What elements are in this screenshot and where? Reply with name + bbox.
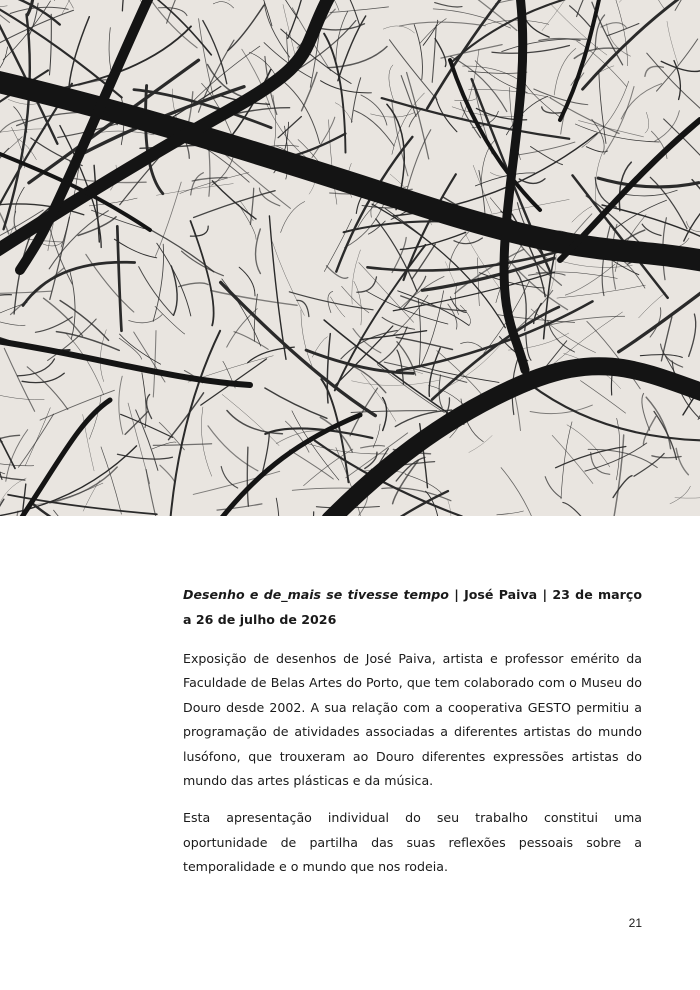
description-paragraph: Exposição de desenhos de José Paiva, artista e professor emérito da Faculdade de Belas Artes do Porto, que tem colaborado com o Museu do Douro desde 2002. A sua relação com a cooperativa GESTO permitiu a programação de atividades associadas a diferentes artistas do mundo lusófono, que trouxeram ao Douro diferentes expressões artistas do mundo das artes plásticas e da música. xyxy=(183,651,642,789)
description-paragraph: Esta apresentação individual do seu trabalho constitui uma oportunidade de partilha das suas reflexões pessoais sobre a temporalidade e o mundo que nos rodeia. xyxy=(183,810,642,875)
twig-stroke xyxy=(545,477,561,498)
twig-stroke xyxy=(652,456,681,458)
twig-stroke xyxy=(284,82,320,144)
main-branch xyxy=(504,0,525,370)
twig-stroke xyxy=(640,355,682,358)
twig-stroke xyxy=(4,348,34,411)
twig-stroke xyxy=(201,407,211,476)
twig-stroke xyxy=(228,5,264,50)
twig-stroke xyxy=(15,187,24,212)
twig-stroke xyxy=(346,0,360,26)
twig-stroke xyxy=(579,121,644,137)
twig-stroke xyxy=(530,405,592,414)
twig-stroke xyxy=(572,206,592,222)
twig-stroke xyxy=(542,107,562,113)
twig-stroke xyxy=(352,250,361,304)
twig-stroke xyxy=(448,304,457,329)
twig-stroke xyxy=(383,26,414,33)
twig-stroke xyxy=(667,21,678,65)
twig-stroke xyxy=(475,173,534,186)
twig-stroke xyxy=(625,190,677,196)
twig-stroke xyxy=(0,478,26,508)
twig-stroke xyxy=(194,191,276,218)
branch-stroke xyxy=(6,0,34,15)
main-branch xyxy=(560,120,700,260)
twig-stroke xyxy=(212,181,256,219)
twig-stroke xyxy=(608,24,639,36)
twig-stroke xyxy=(624,230,645,241)
twig-stroke xyxy=(120,334,161,364)
twig-stroke xyxy=(156,184,233,196)
twig-stroke xyxy=(119,376,123,434)
twig-stroke xyxy=(169,393,204,440)
twig-stroke xyxy=(501,468,533,516)
branch-stroke xyxy=(169,331,220,516)
twig-stroke xyxy=(653,0,665,9)
twig-stroke xyxy=(193,471,280,494)
twig-stroke xyxy=(50,14,52,75)
twig-stroke xyxy=(155,306,185,334)
twig-stroke xyxy=(171,266,177,315)
twig-stroke xyxy=(389,65,394,101)
twig-stroke xyxy=(460,305,470,325)
twig-stroke xyxy=(312,117,335,157)
branch-stroke xyxy=(583,0,700,89)
branch-stroke xyxy=(529,384,700,441)
twig-stroke xyxy=(136,410,158,471)
twig-stroke xyxy=(657,39,698,91)
twig-stroke xyxy=(69,17,89,87)
twig-stroke xyxy=(354,110,394,146)
twig-stroke xyxy=(208,426,258,471)
twig-stroke xyxy=(435,3,462,7)
twig-stroke xyxy=(122,0,139,11)
twig-stroke xyxy=(647,53,700,108)
twig-stroke xyxy=(432,26,436,83)
branch-stroke xyxy=(619,258,700,352)
exhibition-title: Desenho e de_mais se tivesse tempo xyxy=(183,587,449,602)
twig-stroke xyxy=(602,226,610,295)
twig-stroke xyxy=(329,120,337,205)
twig-stroke xyxy=(429,348,440,396)
twig-stroke xyxy=(114,239,156,258)
exhibition-heading xyxy=(183,582,642,632)
twig-stroke xyxy=(497,511,524,515)
twig-stroke xyxy=(418,299,420,366)
twig-stroke xyxy=(0,319,25,325)
twig-stroke xyxy=(403,276,426,309)
twig-stroke xyxy=(353,329,381,353)
twig-stroke xyxy=(676,448,688,474)
twig-stroke xyxy=(376,219,417,292)
twig-stroke xyxy=(238,204,256,239)
twig-stroke xyxy=(211,291,297,306)
twig-stroke xyxy=(645,66,664,76)
artist-name: José Paiva xyxy=(464,587,538,602)
twig-stroke xyxy=(217,504,262,510)
twig-stroke xyxy=(330,297,345,317)
twig-stroke xyxy=(639,293,666,318)
twig-stroke xyxy=(433,9,510,28)
twig-stroke xyxy=(371,113,415,117)
twig-stroke xyxy=(44,298,83,336)
twig-stroke xyxy=(664,119,700,184)
branch-stroke xyxy=(598,178,699,187)
twig-stroke xyxy=(613,476,632,498)
twig-stroke xyxy=(361,446,385,448)
twig-stroke xyxy=(396,337,452,349)
twig-stroke xyxy=(119,338,141,359)
exhibition-text xyxy=(183,582,642,893)
twig-stroke xyxy=(445,262,455,285)
twig-stroke xyxy=(298,512,314,516)
twig-stroke xyxy=(297,300,309,316)
twig-stroke xyxy=(146,469,166,516)
twig-stroke xyxy=(94,165,99,242)
twig-stroke xyxy=(147,395,152,419)
twig-stroke xyxy=(179,283,209,287)
twig-stroke xyxy=(0,454,34,466)
twig-stroke xyxy=(288,0,309,38)
twig-stroke xyxy=(234,332,268,350)
twig-stroke xyxy=(619,0,657,2)
twig-stroke xyxy=(670,486,690,504)
twig-stroke xyxy=(561,422,572,499)
twig-stroke xyxy=(645,112,649,133)
twig-stroke xyxy=(400,22,486,26)
twig-stroke xyxy=(264,3,289,57)
twig-stroke xyxy=(361,373,396,422)
twig-stroke xyxy=(3,1,50,60)
twig-stroke xyxy=(121,414,173,437)
twig-stroke xyxy=(392,238,406,273)
twig-stroke xyxy=(19,414,54,467)
twig-stroke xyxy=(35,317,72,332)
twig-stroke xyxy=(492,46,569,54)
twig-stroke xyxy=(517,142,575,155)
twig-stroke xyxy=(160,465,175,481)
twig-stroke xyxy=(54,0,74,8)
twig-stroke xyxy=(581,381,626,414)
twig-stroke xyxy=(54,510,99,516)
twig-stroke xyxy=(552,435,593,483)
twig-stroke xyxy=(42,0,55,1)
twig-stroke xyxy=(444,500,451,516)
twig-stroke xyxy=(393,295,428,336)
twig-stroke xyxy=(477,258,479,306)
twig-stroke xyxy=(222,394,279,445)
twig-stroke xyxy=(461,342,482,348)
branch-stroke xyxy=(146,86,163,194)
twig-stroke xyxy=(604,87,634,155)
twig-stroke xyxy=(129,315,162,323)
heading-separator: | xyxy=(542,587,548,602)
twig-stroke xyxy=(248,347,295,363)
twig-stroke xyxy=(357,277,377,292)
twig-stroke xyxy=(278,0,298,19)
heading-separator: | xyxy=(454,587,459,602)
twig-stroke xyxy=(352,380,440,385)
twig-stroke xyxy=(655,111,680,142)
twig-stroke xyxy=(565,264,615,295)
twig-stroke xyxy=(0,438,2,479)
twig-stroke xyxy=(414,25,422,80)
twig-stroke xyxy=(0,295,11,298)
main-branch xyxy=(450,60,540,210)
twig-stroke xyxy=(150,0,197,48)
page-number: 21 xyxy=(628,916,642,930)
twig-stroke xyxy=(675,497,700,499)
twig-stroke xyxy=(191,173,204,195)
twig-stroke xyxy=(435,39,446,67)
twig-stroke xyxy=(302,72,318,110)
twig-stroke xyxy=(272,498,279,516)
twig-stroke xyxy=(247,447,248,506)
twig-stroke xyxy=(351,411,437,413)
twig-stroke xyxy=(557,285,646,298)
twig-stroke xyxy=(378,327,408,364)
twig-stroke xyxy=(646,397,670,449)
main-branch xyxy=(560,0,600,120)
twig-stroke xyxy=(321,81,372,93)
exhibition-dates: 23 de março a 26 de julho de 2026 xyxy=(183,587,642,627)
twig-stroke xyxy=(373,424,380,448)
twig-stroke xyxy=(221,467,238,489)
twig-stroke xyxy=(591,453,610,475)
twig-stroke xyxy=(392,100,408,176)
twig-stroke xyxy=(352,78,361,123)
twig-stroke xyxy=(213,2,233,8)
twig-stroke xyxy=(481,140,495,185)
twig-stroke xyxy=(563,502,584,516)
twig-stroke xyxy=(256,229,261,274)
twig-stroke xyxy=(486,20,549,24)
twig-stroke xyxy=(278,117,301,138)
twig-stroke xyxy=(142,373,146,428)
twig-stroke xyxy=(281,202,305,233)
twig-stroke xyxy=(25,408,50,466)
twig-stroke xyxy=(469,436,492,453)
twig-stroke xyxy=(101,447,121,514)
twig-stroke xyxy=(18,359,55,376)
twig-stroke xyxy=(0,291,51,293)
twig-stroke xyxy=(675,0,700,10)
twig-stroke xyxy=(265,388,327,418)
twig-stroke xyxy=(390,40,438,100)
twig-stroke xyxy=(383,398,387,431)
twig-stroke xyxy=(139,267,174,316)
twig-stroke xyxy=(689,314,696,356)
twig-stroke xyxy=(239,267,255,296)
twig-stroke xyxy=(62,0,90,14)
twig-stroke xyxy=(621,84,662,119)
